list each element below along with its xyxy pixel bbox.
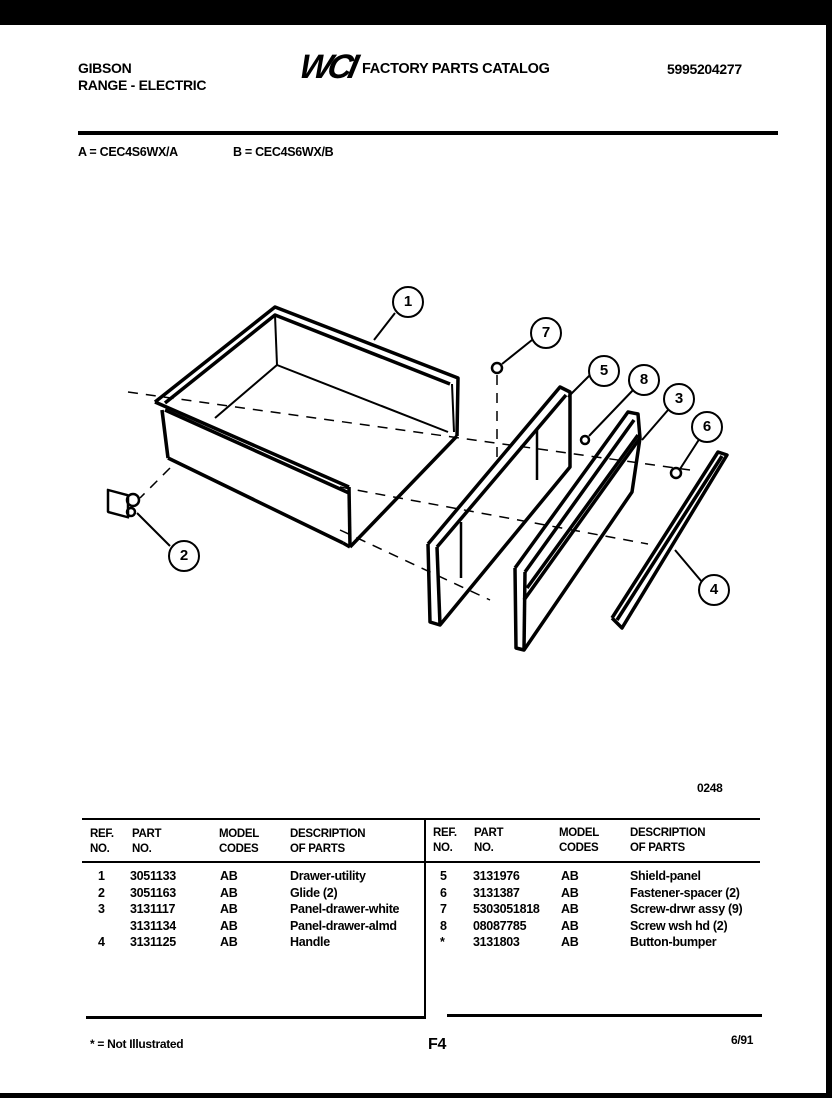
callout-1: 1 (392, 286, 424, 318)
callout-4: 4 (698, 574, 730, 606)
callout-6: 6 (691, 411, 723, 443)
table-cell: 3131134 (130, 918, 176, 933)
table-cell (98, 918, 105, 935)
header-model-codes-right: MODEL CODES (559, 827, 600, 854)
table-cell: AB (561, 885, 579, 900)
table-cell: 2 (98, 885, 105, 900)
table-cell: AB (561, 918, 579, 933)
table-cell: Screw-drwr assy (9) (630, 902, 743, 916)
table-header-rule (82, 861, 760, 863)
callout-2: 2 (168, 540, 200, 572)
header-part-no: PART NO. (132, 828, 162, 855)
table-cell: Handle (290, 935, 330, 949)
table-cell: Drawer-utility (290, 869, 366, 883)
callout-5: 5 (588, 355, 620, 387)
table-cell: Glide (2) (290, 885, 338, 900)
table-cell: Fastener-spacer (2) (630, 885, 740, 900)
table-top-rule (82, 818, 760, 820)
right-model-column (561, 868, 578, 951)
table-cell: Panel-drawer-white (290, 902, 400, 916)
wci-logo: WCI (295, 48, 359, 86)
callout-3: 3 (663, 383, 695, 415)
header-model-codes: MODEL CODES (219, 828, 260, 855)
table-cell: 3051133 (130, 869, 176, 883)
model-a: A = CEC4S6WX/A (78, 145, 178, 159)
table-cell: 4 (98, 935, 105, 949)
table-cell: 3051163 (130, 885, 176, 900)
revision-date: 6/91 (731, 1033, 754, 1047)
table-bottom-rule-left (86, 1016, 426, 1019)
footnote-not-illustrated: * = Not Illustrated (90, 1037, 184, 1051)
table-cell: Button-bumper (630, 935, 717, 949)
header-ref-no-right: REF. NO. (433, 827, 457, 854)
table-cell: AB (561, 902, 579, 916)
header-description: DESCRIPTION OF PARTS (290, 828, 366, 855)
table-cell: AB (220, 935, 238, 949)
callout-7: 7 (530, 317, 562, 349)
figure-code: 0248 (697, 781, 723, 795)
table-cell: 3131125 (130, 935, 176, 949)
catalog-title: FACTORY PARTS CATALOG (362, 61, 550, 77)
table-cell: 5303051818 (473, 902, 540, 916)
table-cell: 6 (440, 885, 447, 900)
table-cell: AB (220, 885, 238, 900)
table-cell: AB (220, 869, 238, 883)
left-desc-column (290, 868, 399, 951)
table-cell: Screw wsh hd (2) (630, 918, 728, 933)
scan-edge-bottom (0, 1093, 832, 1098)
header-description-right: DESCRIPTION OF PARTS (630, 827, 706, 854)
right-desc-column (630, 868, 742, 951)
table-column-divider (424, 818, 426, 1018)
table-cell: 3 (98, 902, 105, 916)
table-cell: 3131976 (473, 869, 520, 883)
left-part-column (130, 868, 176, 951)
table-cell: AB (220, 918, 238, 933)
table-cell: 08087785 (473, 918, 527, 933)
product-type: RANGE - ELECTRIC (78, 77, 207, 93)
page-number: F4 (428, 1036, 447, 1053)
table-cell: Shield-panel (630, 869, 701, 883)
left-model-column (220, 868, 237, 951)
table-cell: 3131803 (473, 935, 520, 949)
left-ref-column (98, 868, 105, 951)
table-cell: AB (561, 935, 579, 949)
catalog-number: 5995204277 (667, 61, 742, 77)
header-part-no-right: PART NO. (474, 827, 504, 854)
model-b: B = CEC4S6WX/B (233, 145, 334, 159)
table-cell: 3131117 (130, 902, 176, 916)
header-ref-no: REF. NO. (90, 828, 114, 855)
table-cell: 1 (98, 869, 105, 883)
table-cell: * (440, 935, 445, 949)
table-cell: 7 (440, 902, 447, 916)
table-cell: AB (561, 869, 579, 883)
table-bottom-rule-right (447, 1014, 762, 1017)
table-cell: 5 (440, 869, 447, 883)
table-cell: AB (220, 902, 238, 916)
right-ref-column (440, 868, 447, 951)
table-cell: 8 (440, 918, 447, 933)
right-part-column (473, 868, 540, 951)
table-cell: 3131387 (473, 885, 520, 900)
table-cell: Panel-drawer-almd (290, 918, 397, 933)
brand-name: GIBSON (78, 60, 132, 76)
callout-8: 8 (628, 364, 660, 396)
